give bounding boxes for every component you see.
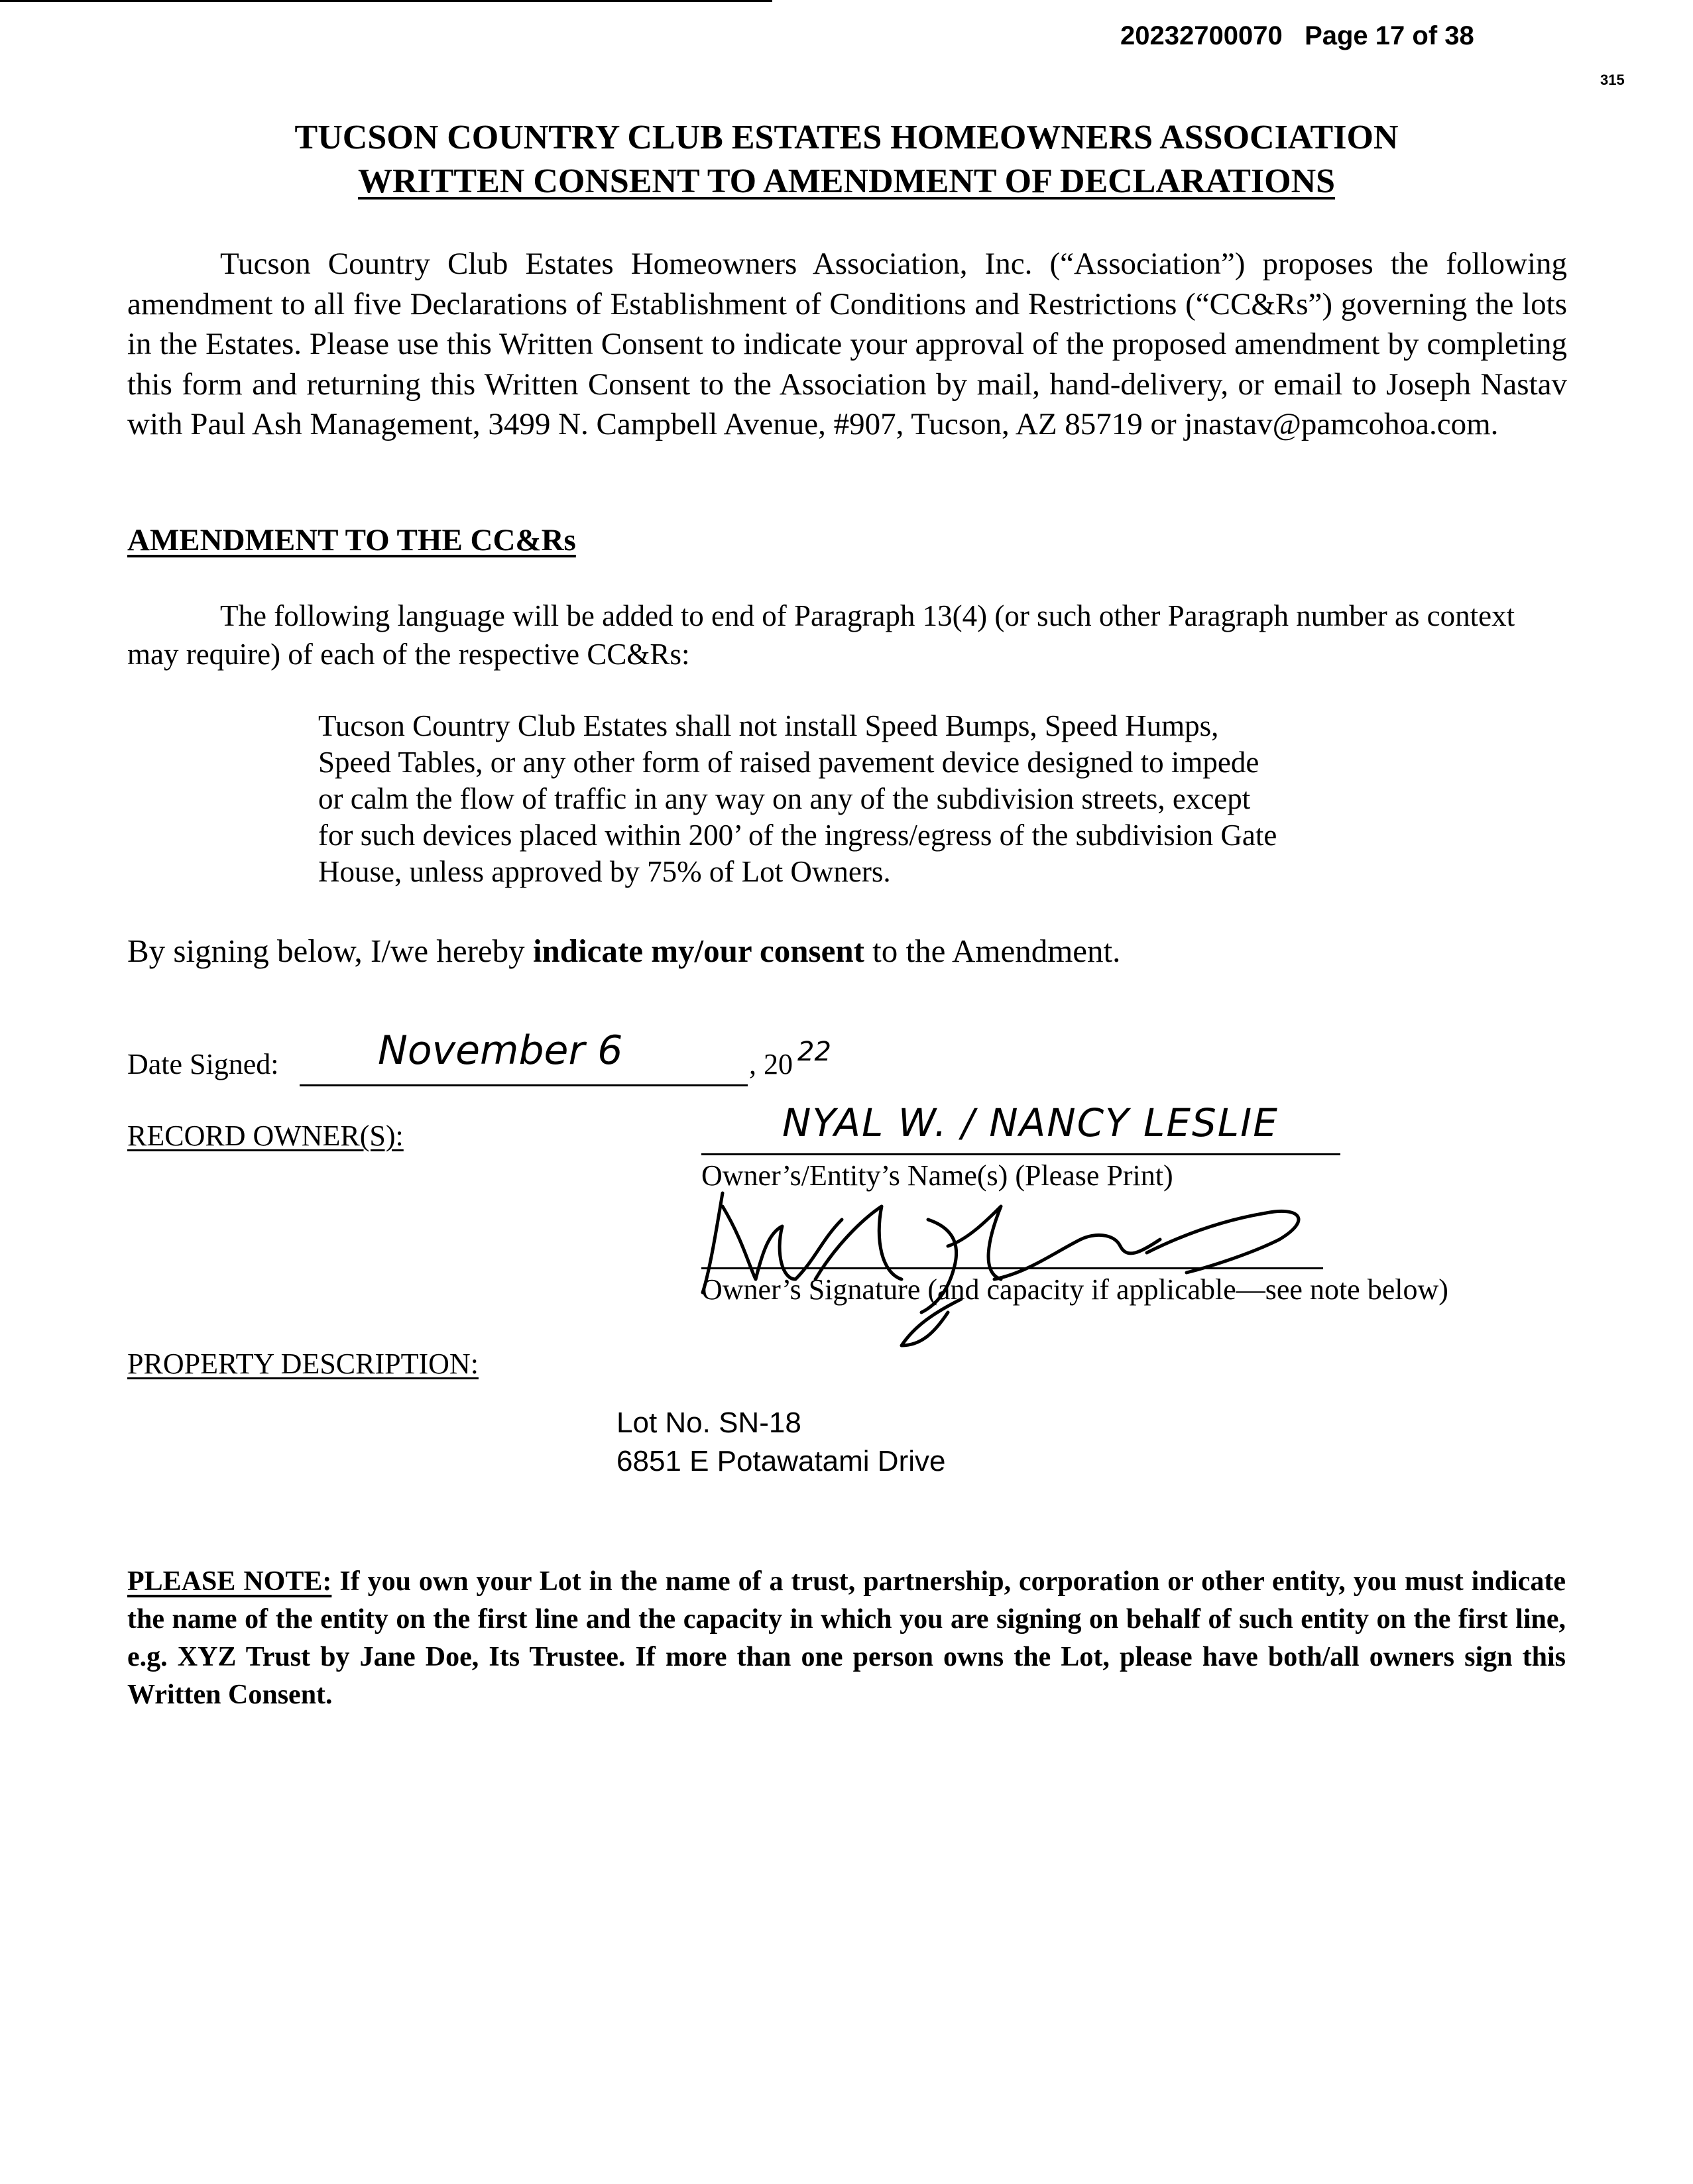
amendment-text-block: Tucson Country Club Estates shall not install Speed Bumps, Speed Humps, Speed Tables, or any other form of raised pavement device designed to impede or calm the flow of traffic in any way on any of the subdivision streets, except for such devices placed within 200’ of the ingress/egress of the subdivision Gate House, unless approved by 75% of Lot Owners. — [318, 709, 1277, 888]
consent-suffix: to the Amendment. — [864, 933, 1121, 969]
document-reference — [1120, 21, 1474, 51]
date-year-handwritten: 22 — [797, 1037, 831, 1067]
owner-name-handwritten: NYAL W. / NANCY LESLIE — [782, 1100, 1279, 1145]
owner-name-line[interactable] — [701, 1153, 1340, 1155]
please-note-label: PLEASE NOTE: — [127, 1566, 332, 1597]
date-year-prefix: , 20 — [749, 1048, 793, 1080]
handwritten-signature — [683, 1180, 1399, 1365]
amendment-lead-paragraph: The following language will be added to end of Paragraph 13(4) (or such other Paragraph number as context may require) of each of the respective CC&Rs: — [127, 599, 1515, 671]
signature-caption: Owner’s Signature (and capacity if applicable—see note below) — [701, 1273, 1448, 1306]
please-note-text: If you own your Lot in the name of a trust, partnership, corporation or other entity, you must indicate the name of the entity on the first line and the capacity in which you are signing on behalf of such entity on the first line, e.g. XYZ Trust by Jane Doe, Its Trustee. If more than one person owns the Lot, please have both/all owners sign this Written Consent. — [127, 1566, 1566, 1710]
record-owner-label: RECORD OWNER(S): — [127, 1120, 404, 1152]
document-subtitle-text: WRITTEN CONSENT TO AMENDMENT OF DECLARATIONS — [357, 162, 1336, 200]
consent-statement — [127, 932, 1120, 970]
intro-paragraph: Tucson Country Club Estates Homeowners Association, Inc. (“Association”) proposes the following amendment to all five Declarations of Establishment of Conditions and Restrictions (“CC&Rs”) governing the lots in the Estates. Please use this Written Consent to indicate your approval of the proposed amendment by completing this form and returning this Written Consent to the Association by mail, hand-delivery, or email to Joseph Nastav with Paul Ash Management, 3499 N. Campbell Avenue, #907, Tucson, AZ 85719 or jnastav@pamcohoa.com. — [127, 247, 1567, 441]
property-description-label: PROPERTY DESCRIPTION: — [127, 1348, 479, 1380]
page-stamp: 315 — [1600, 72, 1625, 88]
owner-name-caption: Owner’s/Entity’s Name(s) (Please Print) — [701, 1159, 1173, 1192]
page-label: Page 17 of 38 — [1305, 21, 1474, 50]
consent-bold: indicate my/our consent — [532, 933, 864, 969]
section-heading: AMENDMENT TO THE CC&Rs — [127, 523, 576, 557]
document-number: 20232700070 — [1120, 21, 1283, 50]
lot-address: 6851 E Potawatami Drive — [616, 1445, 946, 1477]
lot-number: Lot No. SN-18 — [616, 1407, 801, 1439]
please-note-paragraph — [127, 1563, 1566, 1714]
date-signed-label: Date Signed: — [127, 1048, 279, 1080]
date-signed-line[interactable] — [300, 1084, 748, 1086]
document-subtitle — [0, 162, 1693, 201]
document-title: TUCSON COUNTRY CLUB ESTATES HOMEOWNERS ASSOCIATION — [294, 119, 1399, 156]
consent-prefix: By signing below, I/we hereby — [127, 933, 533, 969]
top-rule — [0, 0, 772, 2]
date-signed-handwritten: November 6 — [378, 1027, 623, 1074]
